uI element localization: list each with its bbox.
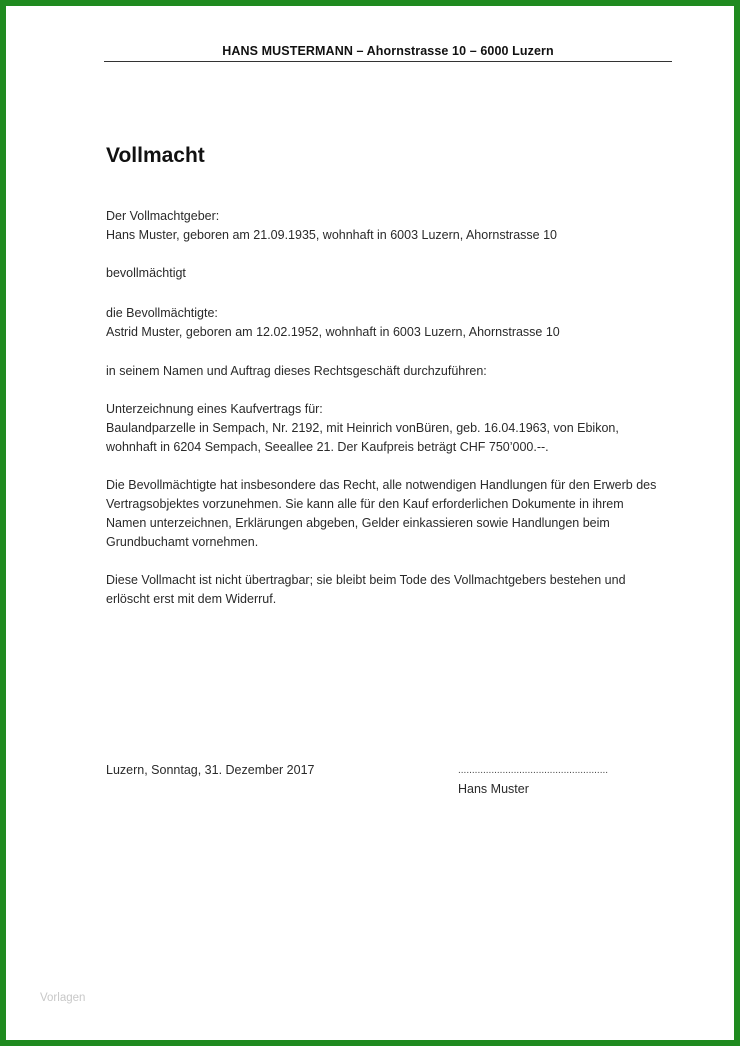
letterhead: HANS MUSTERMANN – Ahornstrasse 10 – 6000 Luzern bbox=[222, 44, 554, 58]
transaction-line: wohnhaft in 6204 Sempach, Seeallee 21. Der Kaufpreis beträgt CHF 750’000.--. bbox=[106, 440, 549, 454]
validity-line: Diese Vollmacht ist nicht übertragbar; sie bleibt beim Tode des Vollmachtgebers bestehen und bbox=[106, 573, 626, 587]
document-title: Vollmacht bbox=[106, 144, 205, 167]
rights-line: Namen unterzeichnen, Erklärungen abgeben, Gelder einkassieren sowie Handlungen beim bbox=[106, 516, 610, 530]
rights-line: Vertragsobjektes vorzunehmen. Sie kann alle für den Kauf erforderlichen Dokumente in ihrem bbox=[106, 497, 624, 511]
rights-section bbox=[106, 476, 656, 552]
watermark: Vorlagen bbox=[40, 992, 86, 1004]
signatory-name: Hans Muster bbox=[458, 782, 529, 796]
principal-label: Der Vollmachtgeber: bbox=[106, 209, 220, 223]
agent-details: Astrid Muster, geboren am 12.02.1952, wohnhaft in 6003 Luzern, Ahornstrasse 10 bbox=[106, 325, 560, 339]
signature-line: ...................................................... bbox=[458, 765, 609, 776]
document-page bbox=[6, 6, 734, 1040]
place-date: Luzern, Sonntag, 31. Dezember 2017 bbox=[106, 763, 315, 777]
transaction-line: Unterzeichnung eines Kaufvertrags für: bbox=[106, 402, 323, 416]
agent-label: die Bevollmächtigte: bbox=[106, 306, 218, 320]
transaction-line: Baulandparzelle in Sempach, Nr. 2192, mit Heinrich vonBüren, geb. 16.04.1963, von Ebikon, bbox=[106, 421, 619, 435]
authorizes-section bbox=[106, 264, 186, 283]
principal-details: Hans Muster, geboren am 21.09.1935, wohnhaft in 6003 Luzern, Ahornstrasse 10 bbox=[106, 228, 557, 242]
validity-line: erlöscht erst mit dem Widerruf. bbox=[106, 592, 277, 606]
validity-section bbox=[106, 571, 626, 609]
rights-line: Die Bevollmächtigte hat insbesondere das Recht, alle notwendigen Handlungen für den Erwerb des bbox=[106, 478, 657, 492]
mandate-section bbox=[106, 362, 487, 381]
agent-section bbox=[106, 304, 560, 342]
mandate-text: in seinem Namen und Auftrag dieses Rechtsgeschäft durchzuführen: bbox=[106, 364, 487, 378]
rights-line: Grundbuchamt vornehmen. bbox=[106, 535, 259, 549]
letterhead-divider bbox=[104, 61, 672, 62]
principal-section bbox=[106, 207, 557, 245]
authorizes-text: bevollmächtigt bbox=[106, 266, 186, 280]
transaction-section bbox=[106, 400, 619, 457]
